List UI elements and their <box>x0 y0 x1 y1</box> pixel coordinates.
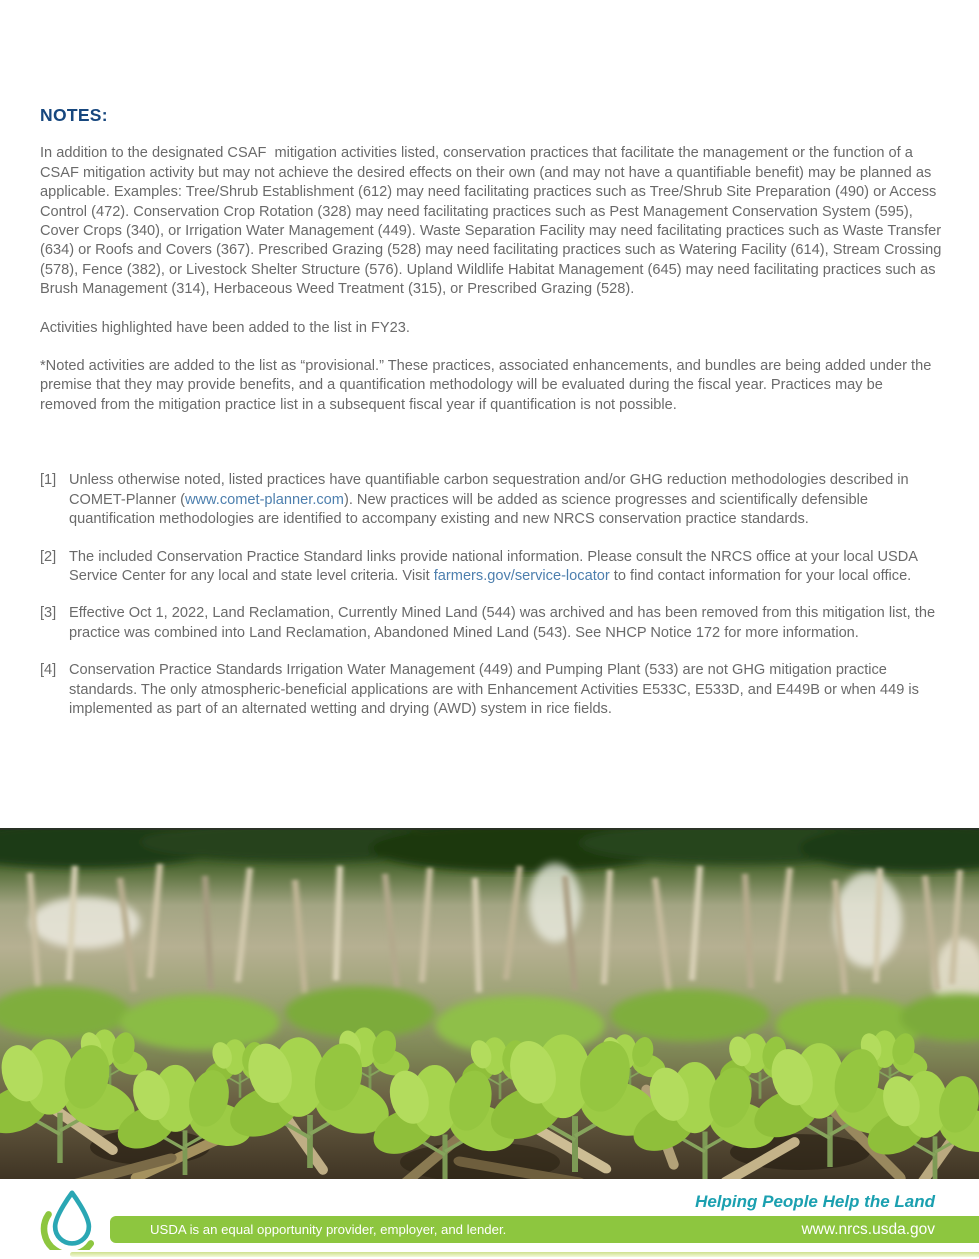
footnote-marker: [3] <box>40 605 57 622</box>
footnote-row-4 <box>40 661 943 719</box>
footnotes-list <box>40 471 943 719</box>
service-locator-link[interactable]: farmers.gov/service-locator <box>433 567 610 584</box>
footnote-row-2 <box>40 548 943 587</box>
footnote-row-3 <box>40 604 943 643</box>
equal-opportunity-text: USDA is an equal opportunity provider, employer, and lender. <box>150 1222 507 1237</box>
comet-planner-link[interactable]: www.comet-planner.com <box>184 491 344 508</box>
notes-paragraph-1: In addition to the designated CSAF mitigation activities listed, conservation practices that facilitate the management or the function of a CSAF mitigation activity but may not achieve the desired effects on their own (and may not have a quantifiable benefit) may be planned as applicable. Examples: Tree/Shrub Establishment (612) may need facilitating practices such as Tree/Shrub Site Preparation (490) or Access Control (472). Conservation Crop Rotation (328) may need facilitating practices such as Pest Management Conservation System (595), Cover Crops (340), or Irrigation Water Management (449). Waste Separation Facility may need facilitating practices such as Waste Transfer (634) or Roofs and Covers (367). Prescribed Grazing (528) may need facilitating practices such as Watering Facility (614), Stream Crossing (578), Fence (382), or Livestock Shelter Structure (576). Upland Wildlife Habitat Management (645) may need facilitating practices such as Brush Management (314), Herbaceous Weed Treatment (315), or Prescribed Grazing (528). <box>40 145 946 298</box>
footnote-marker: [4] <box>40 662 57 679</box>
footer-green-bar <box>110 1216 979 1243</box>
footnote-text-pre: Unless otherwise noted, listed practices have quantifiable carbon sequestration and/or GHG reduction methodologies described in COMET-Planner ( <box>69 472 909 508</box>
tagline: Helping People Help the Land <box>695 1192 935 1211</box>
footnote-marker: [2] <box>40 548 57 565</box>
footnote-text <box>69 548 943 587</box>
nrcs-droplet-icon <box>36 1190 108 1250</box>
notes-heading: NOTES: <box>40 105 108 125</box>
footnote-text: Effective Oct 1, 2022, Land Reclamation, Currently Mined Land (544) was archived and has been removed from this mitigation list, the practice was combined into Land Reclamation, Abandoned Mined Land (543). See NHCP Notice 172 for more information. <box>69 605 936 641</box>
field-photo <box>0 828 979 1179</box>
footnote-text: Conservation Practice Standards Irrigation Water Management (449) and Pumping Plant (533) are not GHG mitigation practice standards. The only atmospheric-beneficial applications are with Enhancement Activities E533C, E533D, and E449B or when 449 is implemented as part of an alternated wetting and drying (AWD) system in rice fields. <box>69 662 919 717</box>
page-footer <box>0 1180 979 1259</box>
footnote-text <box>69 471 943 529</box>
notes-paragraph-3: *Noted activities are added to the list as “provisional.” These practices, associated enhancements, and bundles are being added under the premise that they may provide benefits, and a quantification methodology will be evaluated during the fiscal year. Practices may be removed from the mitigation practice list in a subsequent fiscal year if quantification is not possible. <box>40 358 936 413</box>
footnote-marker: [1] <box>40 472 57 489</box>
notes-paragraph-2: Activities highlighted have been added to the list in FY23. <box>40 319 410 336</box>
footnote-text-post: to find contact information for your local office. <box>609 567 912 584</box>
footnote-row-1 <box>40 471 943 529</box>
nrcs-url: www.nrcs.usda.gov <box>801 1220 935 1238</box>
notes-section <box>40 105 946 737</box>
footnote-text-post: ). New practices will be added as science progresses and scientifically defensible quantification methodologies are identified to accompany existing and new NRCS conservation practice standards. <box>69 491 868 528</box>
footnote-text-pre: The included Conservation Practice Standard links provide national information. Please consult the NRCS office at your local USDA Service Center for any local and state level criteria. Visit <box>69 548 918 584</box>
bottom-accent-line <box>70 1252 979 1257</box>
